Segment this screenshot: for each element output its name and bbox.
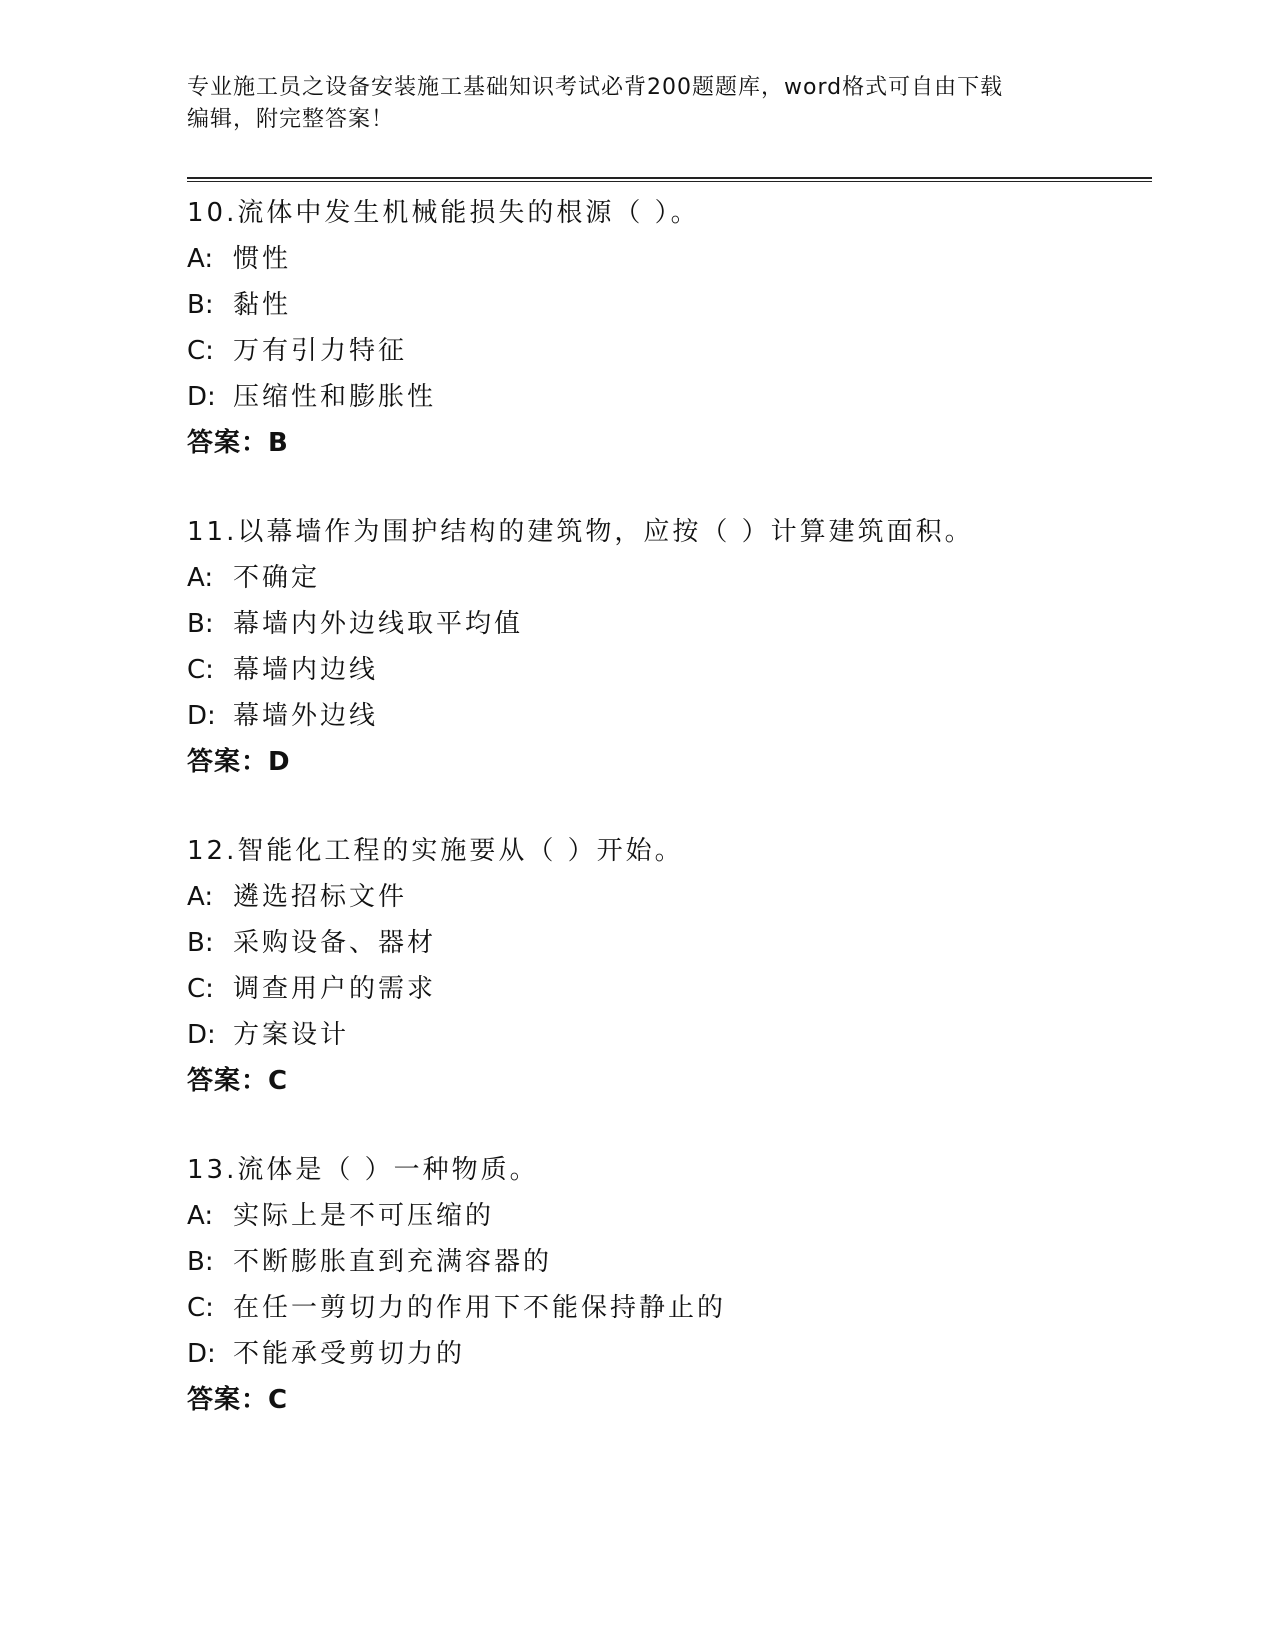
option-letter: C:: [187, 655, 214, 685]
option-letter: C:: [187, 1293, 214, 1323]
document-header: [187, 72, 1087, 136]
question-stem: 11.以幕墙作为围护结构的建筑物，应按（ ）计算建筑面积。: [187, 517, 974, 547]
option-text: 幕墙内边线: [233, 655, 379, 685]
option-text: 采购设备、器材: [233, 928, 437, 958]
option-text: 不确定: [233, 563, 321, 593]
header-divider-thick: [187, 177, 1152, 179]
option-letter: B:: [187, 290, 214, 320]
option-text: 幕墙外边线: [233, 701, 379, 731]
option-letter: D:: [187, 1020, 216, 1050]
option-letter: A:: [187, 882, 214, 912]
question-12: [187, 828, 1147, 1104]
option-b: [187, 1239, 1147, 1285]
header-divider-thin: [187, 181, 1152, 182]
option-text: 不能承受剪切力的: [233, 1339, 466, 1369]
option-text: 调查用户的需求: [233, 974, 437, 1004]
option-text: 在任一剪切力的作用下不能保持静止的: [233, 1293, 727, 1323]
question-10: [187, 190, 1147, 466]
option-letter: A:: [187, 563, 214, 593]
option-c: [187, 1285, 1147, 1331]
question-stem: 13.流体是（ ）一种物质。: [187, 1155, 539, 1185]
option-d: [187, 693, 1147, 739]
option-letter: C:: [187, 974, 214, 1004]
option-a: [187, 236, 1147, 282]
option-c: [187, 328, 1147, 374]
question-13: [187, 1147, 1147, 1423]
option-a: [187, 874, 1147, 920]
option-a: [187, 1193, 1147, 1239]
option-text: 惯性: [233, 244, 292, 274]
header-line-2: 编辑，附完整答案！: [187, 107, 395, 132]
option-b: [187, 920, 1147, 966]
option-d: [187, 1331, 1147, 1377]
option-letter: A:: [187, 244, 214, 274]
option-letter: B:: [187, 1247, 214, 1277]
option-c: [187, 647, 1147, 693]
option-a: [187, 555, 1147, 601]
option-d: [187, 1012, 1147, 1058]
option-b: [187, 601, 1147, 647]
answer-line: 答案：D: [187, 747, 291, 777]
answer-line: 答案：B: [187, 428, 289, 458]
option-letter: B:: [187, 928, 214, 958]
option-letter: C:: [187, 336, 214, 366]
option-text: 实际上是不可压缩的: [233, 1201, 495, 1231]
option-text: 不断膨胀直到充满容器的: [233, 1247, 553, 1277]
question-stem: 10.流体中发生机械能损失的根源（ ）。: [187, 198, 700, 228]
question-stem: 12.智能化工程的实施要从（ ）开始。: [187, 836, 684, 866]
answer-line: 答案：C: [187, 1066, 289, 1096]
option-letter: D:: [187, 1339, 216, 1369]
option-text: 遴选招标文件: [233, 882, 408, 912]
option-text: 压缩性和膨胀性: [233, 382, 437, 412]
option-letter: B:: [187, 609, 214, 639]
option-letter: A:: [187, 1201, 214, 1231]
question-11: [187, 509, 1147, 785]
option-d: [187, 374, 1147, 420]
option-text: 幕墙内外边线取平均值: [233, 609, 524, 639]
option-text: 黏性: [233, 290, 292, 320]
option-letter: D:: [187, 382, 216, 412]
option-c: [187, 966, 1147, 1012]
option-letter: D:: [187, 701, 216, 731]
option-b: [187, 282, 1147, 328]
header-line-1: 专业施工员之设备安装施工基础知识考试必背200题题库，word格式可自由下载: [187, 75, 1004, 100]
option-text: 万有引力特征: [233, 336, 408, 366]
option-text: 方案设计: [233, 1020, 350, 1050]
answer-line: 答案：C: [187, 1385, 289, 1415]
